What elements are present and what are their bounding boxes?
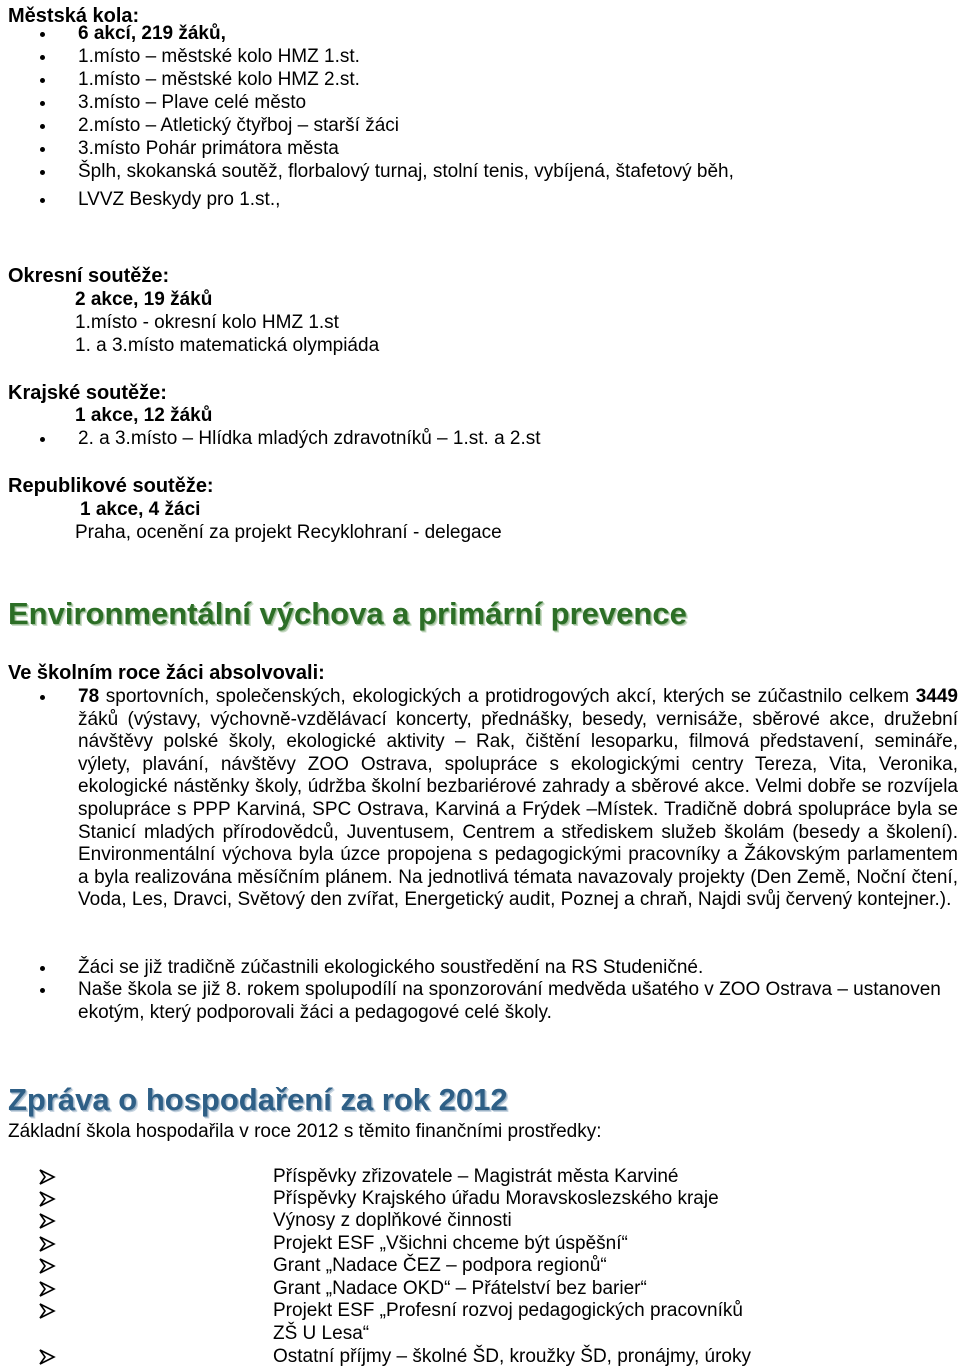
okresni-heading: Okresní soutěže:: [8, 265, 170, 287]
list-item: 2. a 3.místo – Hlídka mladých zdravotníků – 1.st. a 2.st: [78, 428, 541, 449]
env-text: žáků (výstavy, výchovně-vzdělávací koncerty, přednášky, besedy, vernisáže, sběrové akce, družební návštěvy polské školy, ekologické aktivity – Rak, čištění lesoparku, filmová představení, semináře, výlety, plavání, návštěvy ZOO Ostrava, spolupráce s ekologickými centry Tereza, Vita, Veronika, ekologické nástěnky školy, údržba školní bezbariérové zahrady a sběrové akce. Velmi dobře se rozvíjela spolupráce s PPP Karviná, SPC Ostrava, Karviná a Frýdek –Místek. Tradičně dobrá spolupráce byla se Stanicí mladých přírodovědců, Juventusem, Centrem a střediskem služeb školám (besedy a školení). Environmentální výchova byla úzce propojena s pedagogickými pracovníky a Žákovským parlamentem a byla realizována měsíčním plánem. Na jednotlivá témata navazovaly projekty (Den Země, Noční čtení, Voda, Les, Dravci, Světový den zvířat, Energetický audit, Poznej a chraň, Najdi svůj červený kontejner.).: [78, 708, 958, 911]
list-item: Projekt ESF „Profesní rozvoj pedagogických pracovníků: [273, 1300, 743, 1321]
list-item: Grant „Nadace ČEZ – podpora regionů“: [273, 1255, 607, 1276]
list-item: Šplh, skokanská soutěž, florbalový turnaj, stolní tenis, vybíjená, štafetový běh,: [78, 161, 734, 182]
list-item: 2.místo – Atletický čtyřboj – starší žáci: [78, 115, 399, 136]
list-item: Projekt ESF „Všichni chceme být úspěšní“: [273, 1233, 628, 1254]
arrowhead-bullet-icon: [38, 1213, 56, 1229]
list-item: Grant „Nadace OKD“ – Přátelství bez barier“: [273, 1278, 647, 1299]
arrowhead-bullet-icon: [38, 1236, 56, 1252]
env-title: Environmentální výchova a primární prevence: [8, 596, 687, 631]
env-text: sportovních, společenských, ekologických a protidrogových akcí, kterých se zúčastnilo celkem: [99, 686, 916, 707]
env-paragraph: [78, 979, 958, 1024]
list-item: 1.místo – městské kolo HMZ 2.st.: [78, 69, 360, 90]
actions-count: 78: [78, 686, 100, 707]
arrowhead-bullet-icon: [38, 1258, 56, 1274]
list-item: Ostatní příjmy – školné ŠD, kroužky ŠD, pronájmy, úroky: [273, 1346, 751, 1367]
list-item: 3.místo Pohár primátora města: [78, 138, 339, 159]
hosp-intro: Základní škola hospodařila v roce 2012 s těmito finančními prostředky:: [8, 1121, 602, 1142]
arrowhead-bullet-icon: [38, 1349, 56, 1365]
mestska-heading: Městská kola:: [8, 5, 140, 27]
env-paragraph: [78, 957, 958, 980]
arrowhead-bullet-icon: [38, 1281, 56, 1297]
env-text: Žáci se již tradičně zúčastnili ekologického soustředění na RS Studeničné.: [78, 957, 704, 978]
list-item: 1.místo – městské kolo HMZ 1.st.: [78, 46, 360, 67]
env-paragraph: [78, 686, 958, 912]
krajske-heading: Krajské soutěže:: [8, 382, 167, 404]
pupils-count: 3449: [915, 686, 958, 707]
okresni-line: 1.místo - okresní kolo HMZ 1.st: [75, 312, 339, 333]
republikove-line: Praha, ocenění za projekt Recyklohraní - delegace: [75, 522, 502, 543]
arrowhead-bullet-icon: [38, 1191, 56, 1207]
arrowhead-bullet-icon: [38, 1303, 56, 1319]
republikove-heading: Republikové soutěže:: [8, 475, 214, 497]
hosp-title: Zpráva o hospodaření za rok 2012: [8, 1082, 508, 1117]
env-subheading: Ve školním roce žáci absolvovali:: [8, 662, 325, 684]
arrowhead-bullet-icon: [38, 1169, 56, 1185]
list-item: LVVZ Beskydy pro 1.st.,: [78, 189, 281, 210]
list-item: Příspěvky zřizovatele – Magistrát města Karviné: [273, 1166, 679, 1187]
republikove-summary: 1 akce, 4 žáci: [80, 499, 201, 520]
list-item-continuation: ZŠ U Lesa“: [273, 1323, 370, 1344]
list-item: Výnosy z doplňkové činnosti: [273, 1210, 512, 1231]
krajske-summary: 1 akce, 12 žáků: [75, 405, 213, 426]
list-item: 3.místo – Plave celé město: [78, 92, 307, 113]
list-item: 6 akcí, 219 žáků,: [78, 23, 226, 44]
list-item: Příspěvky Krajského úřadu Moravskoslezského kraje: [273, 1188, 719, 1209]
env-text: Naše škola se již 8. rokem spolupodílí na sponzorování medvěda ušatého v ZOO Ostrava – ustanoven ekotým, který podporovali žáci a pedagogové celé školy.: [78, 979, 941, 1023]
okresni-line: 1. a 3.místo matematická olympiáda: [75, 335, 380, 356]
okresni-summary: 2 akce, 19 žáků: [75, 289, 213, 310]
